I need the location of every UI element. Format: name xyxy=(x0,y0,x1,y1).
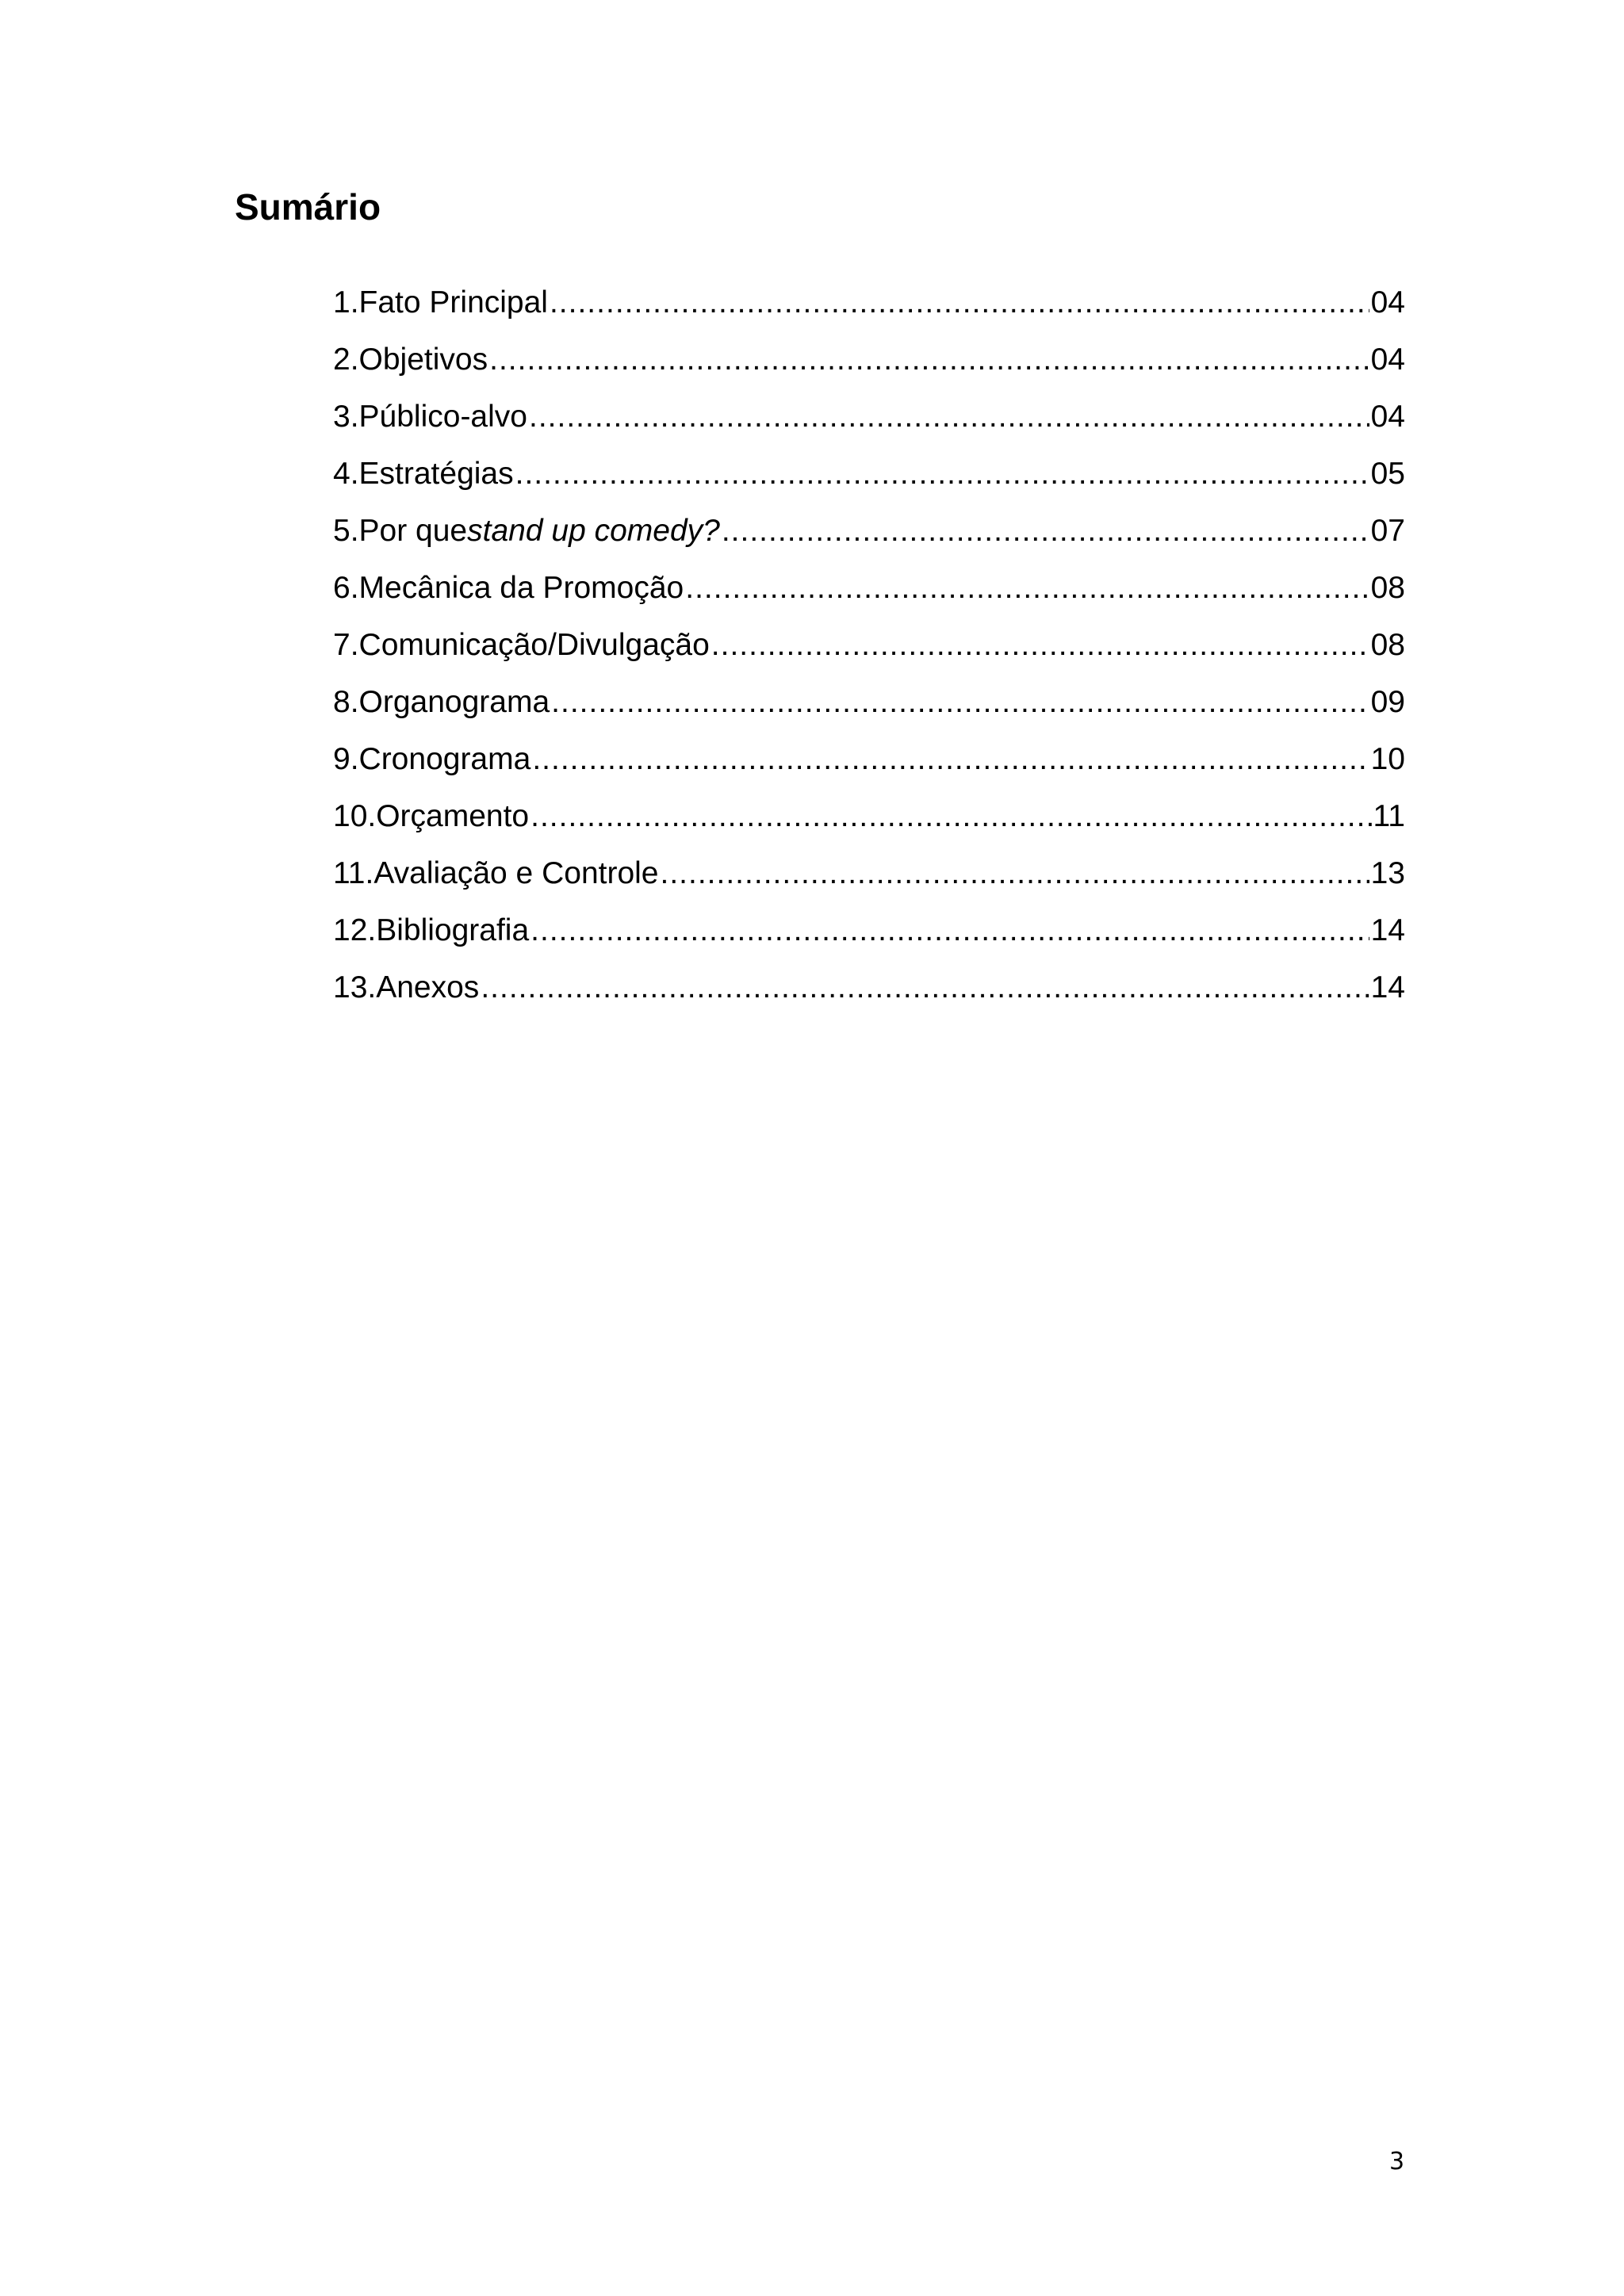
toc-entry-label: Bibliografia xyxy=(376,913,530,947)
toc-entry[interactable] xyxy=(333,915,1405,972)
toc-entry[interactable] xyxy=(333,515,1405,572)
toc-entry-label: Público-alvo xyxy=(358,400,527,434)
toc-entry-label: Comunicação/Divulgação xyxy=(358,628,710,662)
toc-entry-page: 04 xyxy=(1370,342,1405,377)
page-title: Sumário xyxy=(235,186,381,228)
toc-entry[interactable] xyxy=(333,572,1405,629)
toc-entry-number: 3. xyxy=(333,400,359,434)
toc-entry-label: Anexos xyxy=(376,970,480,1004)
toc-entry-number: 13. xyxy=(333,970,377,1004)
toc-entry-label: Organograma xyxy=(358,685,550,719)
toc-dot-leader xyxy=(532,744,1369,775)
toc-entry-label: Avaliação e Controle xyxy=(373,856,659,890)
toc-entry[interactable] xyxy=(333,401,1405,458)
toc-dot-leader xyxy=(489,344,1369,375)
toc-entry-number: 4. xyxy=(333,457,359,491)
toc-entry-page: 04 xyxy=(1370,400,1405,434)
toc-entry-number: 2. xyxy=(333,342,359,377)
toc-entry-page: 10 xyxy=(1370,742,1405,776)
toc-entry-page: 08 xyxy=(1370,571,1405,605)
toc-entry-number: 9. xyxy=(333,742,359,776)
page-number: 3 xyxy=(1389,2148,1405,2175)
toc-dot-leader xyxy=(515,458,1369,489)
toc-entry-page: 09 xyxy=(1370,685,1405,719)
toc-dot-leader xyxy=(481,972,1369,1003)
toc-dot-leader xyxy=(551,687,1369,718)
toc-entry[interactable] xyxy=(333,344,1405,401)
toc-dot-leader xyxy=(722,515,1369,546)
toc-dot-leader xyxy=(550,287,1369,318)
toc-entry-page: 14 xyxy=(1370,970,1405,1004)
toc-entry-label: Objetivos xyxy=(358,342,488,377)
toc-dot-leader xyxy=(530,801,1371,832)
toc-entry-label: Estratégias xyxy=(358,457,514,491)
toc-entry-number: 11. xyxy=(333,856,374,890)
table-of-contents xyxy=(333,287,1405,1029)
toc-entry[interactable] xyxy=(333,458,1405,515)
toc-entry[interactable] xyxy=(333,972,1405,1029)
toc-entry-label: Por que xyxy=(358,514,468,548)
toc-entry-page: 07 xyxy=(1370,514,1405,548)
toc-entry[interactable] xyxy=(333,629,1405,687)
toc-entry[interactable] xyxy=(333,858,1405,915)
toc-entry-page: 11 xyxy=(1373,799,1405,833)
toc-entry[interactable] xyxy=(333,287,1405,344)
toc-entry-number: 1. xyxy=(333,285,359,320)
toc-entry[interactable] xyxy=(333,801,1405,858)
toc-entry-label-italic: stand up comedy? xyxy=(467,514,720,548)
toc-entry[interactable] xyxy=(333,744,1405,801)
toc-entry[interactable] xyxy=(333,687,1405,744)
toc-entry-page: 05 xyxy=(1370,457,1405,491)
toc-entry-label: Orçamento xyxy=(376,799,530,833)
toc-dot-leader xyxy=(661,858,1369,889)
toc-entry-page: 14 xyxy=(1370,913,1405,947)
toc-entry-label: Mecânica da Promoção xyxy=(358,571,684,605)
toc-entry-number: 10. xyxy=(333,799,377,833)
toc-dot-leader xyxy=(529,401,1369,432)
toc-entry-number: 6. xyxy=(333,571,359,605)
toc-entry-label: Fato Principal xyxy=(358,285,548,320)
toc-entry-number: 12. xyxy=(333,913,377,947)
toc-dot-leader xyxy=(530,915,1369,946)
toc-entry-page: 08 xyxy=(1370,628,1405,662)
toc-dot-leader xyxy=(685,572,1369,603)
toc-entry-number: 5. xyxy=(333,514,359,548)
toc-entry-page: 13 xyxy=(1370,856,1405,890)
toc-entry-number: 8. xyxy=(333,685,359,719)
toc-dot-leader xyxy=(711,629,1369,660)
toc-entry-number: 7. xyxy=(333,628,359,662)
toc-entry-page: 04 xyxy=(1370,285,1405,320)
toc-entry-label: Cronograma xyxy=(358,742,531,776)
